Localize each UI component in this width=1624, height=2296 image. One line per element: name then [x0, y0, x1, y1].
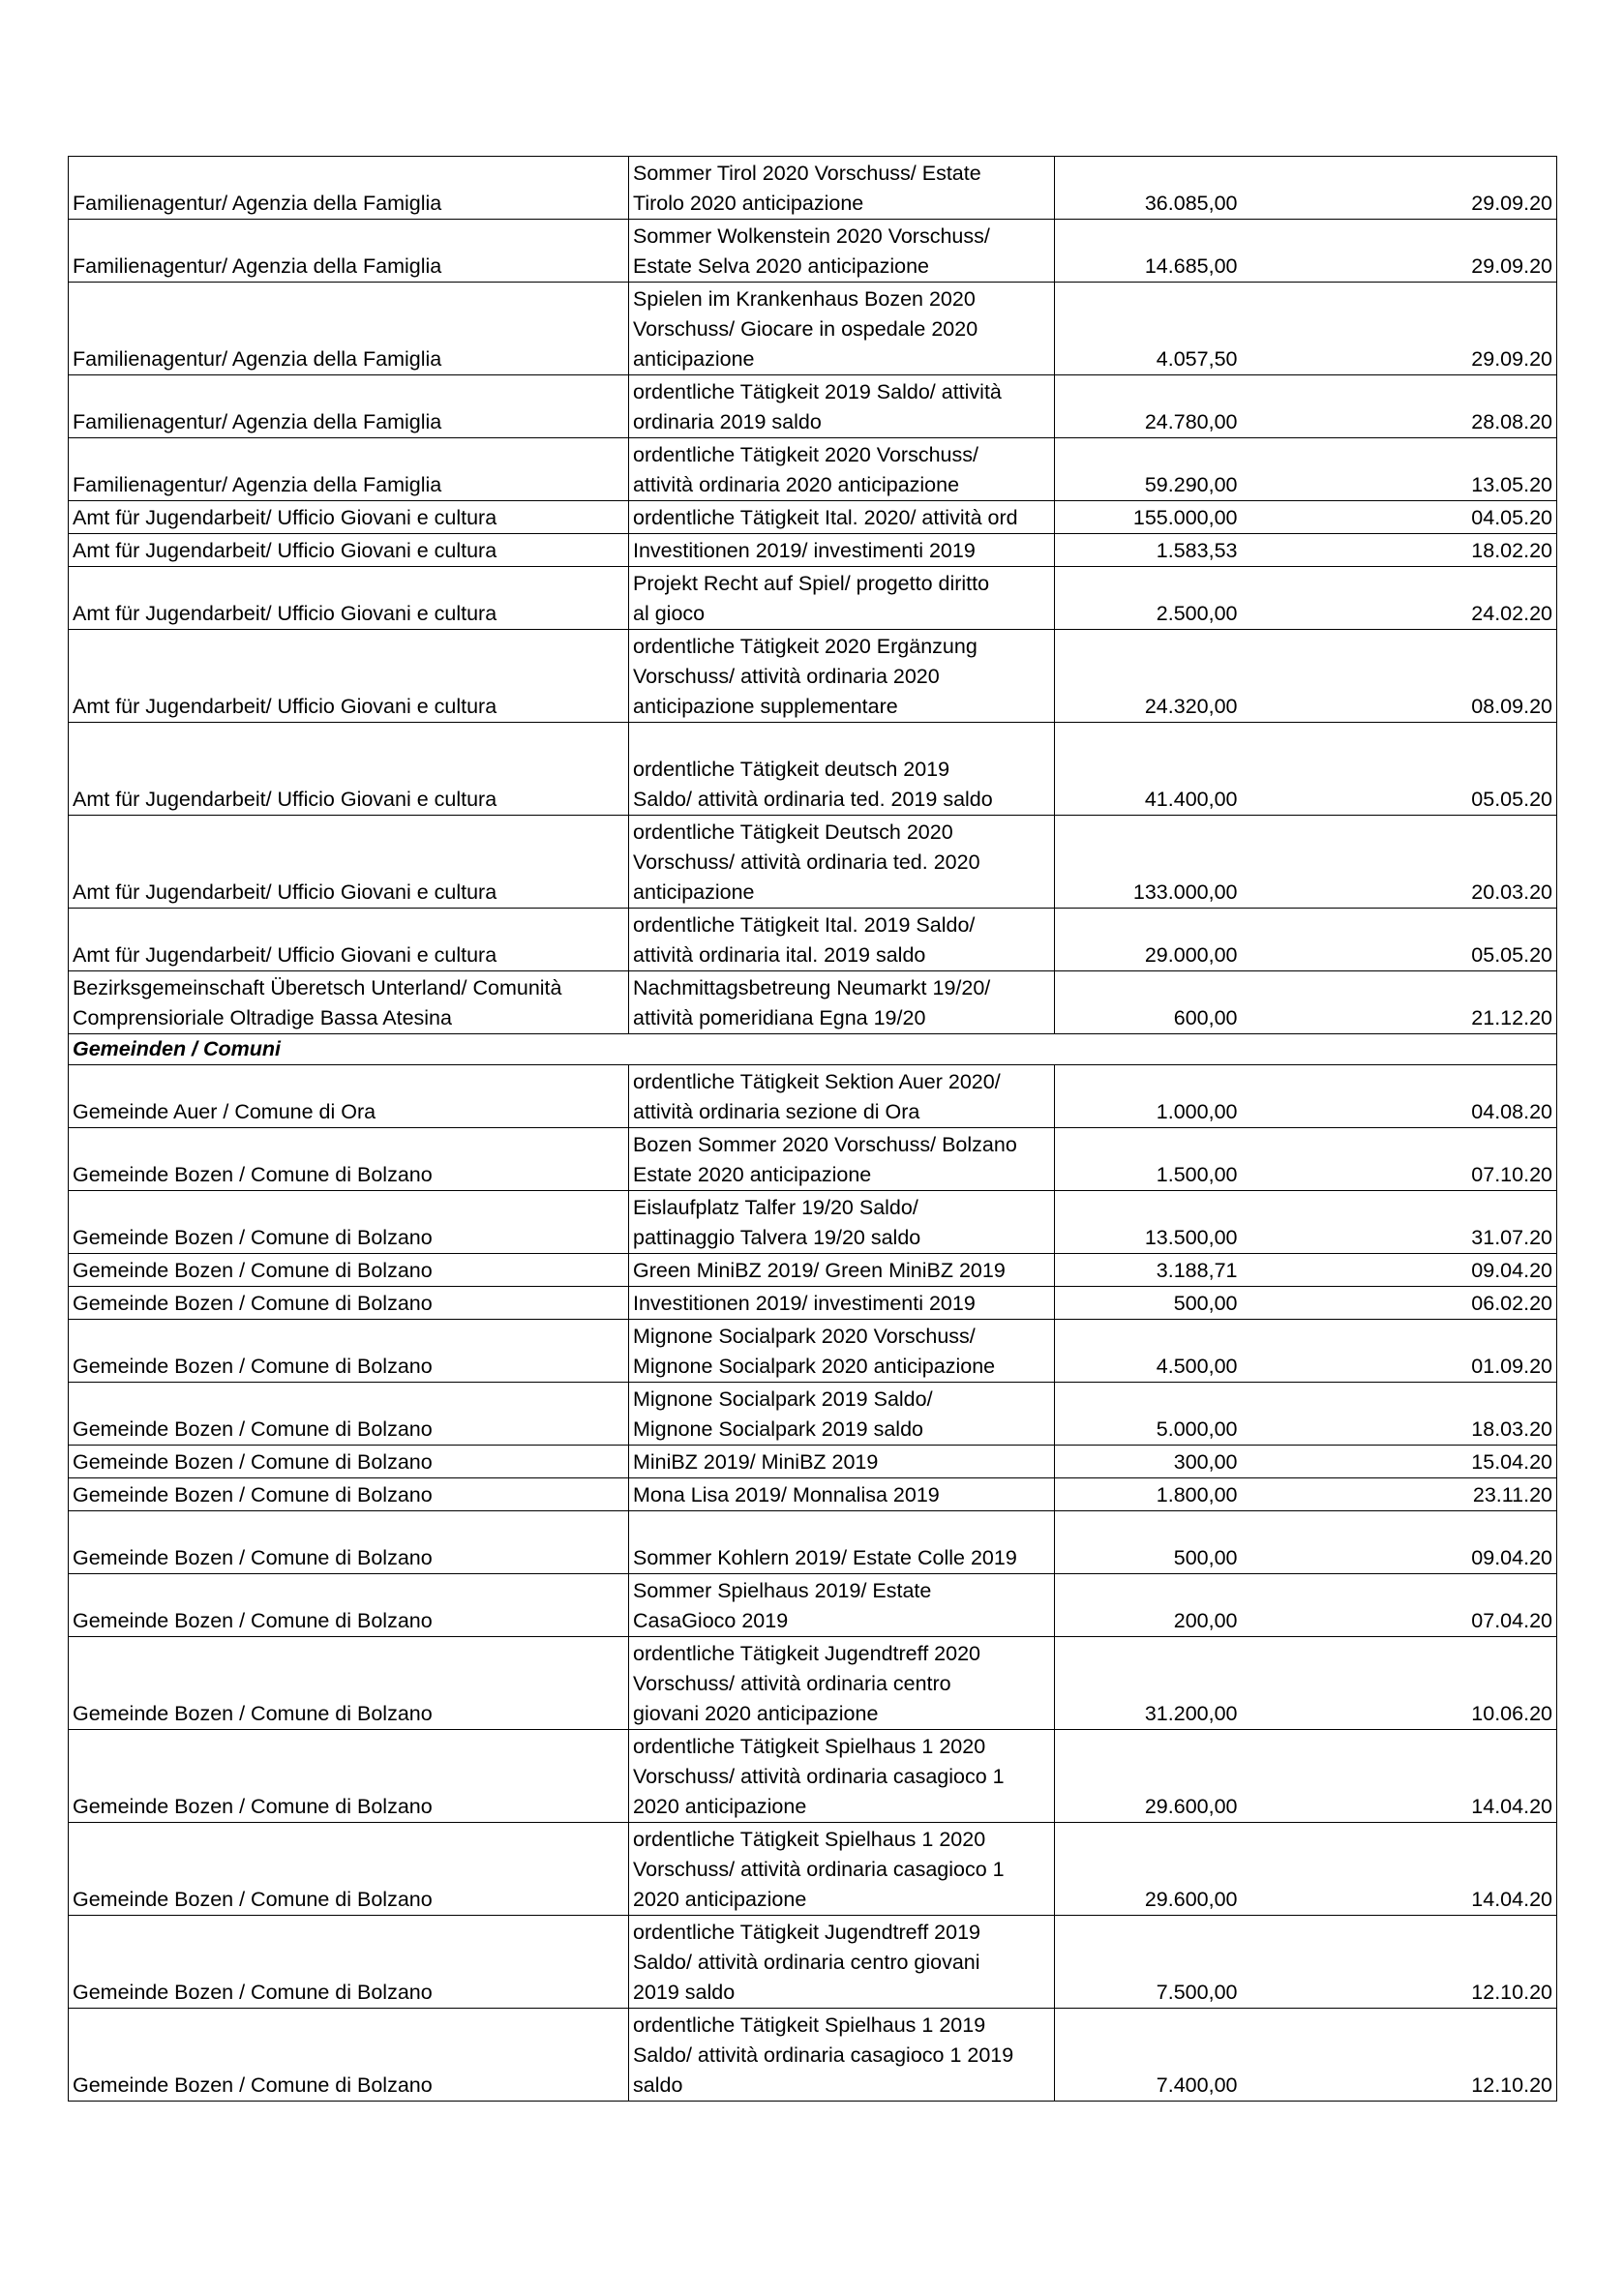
project-cell: ordentliche Tätigkeit Jugendtreff 2020 Vorschuss/ attività ordinaria centro giovani 2020 anticipazione: [629, 1637, 1055, 1730]
table-row: [69, 283, 1557, 375]
recipient-cell: Familienagentur/ Agenzia della Famiglia: [69, 220, 629, 283]
table-row: [69, 1320, 1557, 1383]
date-cell: 04.05.20: [1242, 501, 1557, 534]
project-cell: ordentliche Tätigkeit deutsch 2019 Saldo/ attività ordinaria ted. 2019 saldo: [629, 723, 1055, 816]
recipient-cell: Amt für Jugendarbeit/ Ufficio Giovani e cultura: [69, 501, 629, 534]
recipient-cell: Amt für Jugendarbeit/ Ufficio Giovani e cultura: [69, 567, 629, 630]
project-cell: Projekt Recht auf Spiel/ progetto diritto al gioco: [629, 567, 1055, 630]
date-cell: 29.09.20: [1242, 283, 1557, 375]
date-cell: 04.08.20: [1242, 1065, 1557, 1128]
date-cell: 09.04.20: [1242, 1511, 1557, 1574]
date-cell: 15.04.20: [1242, 1446, 1557, 1478]
amount-cell: 24.320,00: [1055, 630, 1242, 723]
recipient-cell: Gemeinde Bozen / Comune di Bolzano: [69, 1511, 629, 1574]
amount-cell: 31.200,00: [1055, 1637, 1242, 1730]
amount-cell: 1.000,00: [1055, 1065, 1242, 1128]
table-row: [69, 1478, 1557, 1511]
amount-cell: 4.057,50: [1055, 283, 1242, 375]
project-cell: Nachmittagsbetreung Neumarkt 19/20/ attività pomeridiana Egna 19/20: [629, 971, 1055, 1034]
table-row: [69, 567, 1557, 630]
amount-cell: 500,00: [1055, 1511, 1242, 1574]
funding-table: [68, 156, 1557, 2102]
recipient-cell: Gemeinde Bozen / Comune di Bolzano: [69, 2009, 629, 2102]
date-cell: 05.05.20: [1242, 723, 1557, 816]
amount-cell: 5.000,00: [1055, 1383, 1242, 1446]
date-cell: 29.09.20: [1242, 157, 1557, 220]
project-cell: ordentliche Tätigkeit Spielhaus 1 2019 Saldo/ attività ordinaria casagioco 1 2019 saldo: [629, 2009, 1055, 2102]
project-cell: Spielen im Krankenhaus Bozen 2020 Vorschuss/ Giocare in ospedale 2020 anticipazione: [629, 283, 1055, 375]
date-cell: 07.10.20: [1242, 1128, 1557, 1191]
recipient-cell: Amt für Jugendarbeit/ Ufficio Giovani e cultura: [69, 816, 629, 909]
project-cell: ordentliche Tätigkeit Deutsch 2020 Vorschuss/ attività ordinaria ted. 2020 anticipazione: [629, 816, 1055, 909]
amount-cell: 500,00: [1055, 1287, 1242, 1320]
amount-cell: 1.583,53: [1055, 534, 1242, 567]
date-cell: 13.05.20: [1242, 438, 1557, 501]
recipient-cell: Amt für Jugendarbeit/ Ufficio Giovani e cultura: [69, 534, 629, 567]
date-cell: 20.03.20: [1242, 816, 1557, 909]
date-cell: 18.03.20: [1242, 1383, 1557, 1446]
recipient-cell: Gemeinde Auer / Comune di Ora: [69, 1065, 629, 1128]
recipient-cell: Gemeinde Bozen / Comune di Bolzano: [69, 1128, 629, 1191]
section-title: Gemeinden / Comuni: [69, 1034, 1557, 1065]
date-cell: 14.04.20: [1242, 1730, 1557, 1823]
project-cell: ordentliche Tätigkeit Ital. 2019 Saldo/ attività ordinaria ital. 2019 saldo: [629, 909, 1055, 971]
table-row: [69, 1128, 1557, 1191]
date-cell: 29.09.20: [1242, 220, 1557, 283]
recipient-cell: Amt für Jugendarbeit/ Ufficio Giovani e cultura: [69, 630, 629, 723]
table-row: [69, 534, 1557, 567]
table-row: [69, 220, 1557, 283]
amount-cell: 7.500,00: [1055, 1916, 1242, 2009]
amount-cell: 13.500,00: [1055, 1191, 1242, 1254]
date-cell: 31.07.20: [1242, 1191, 1557, 1254]
project-cell: ordentliche Tätigkeit Spielhaus 1 2020 Vorschuss/ attività ordinaria casagioco 1 2020 anticipazione: [629, 1823, 1055, 1916]
project-cell: Bozen Sommer 2020 Vorschuss/ Bolzano Estate 2020 anticipazione: [629, 1128, 1055, 1191]
table-row: [69, 1065, 1557, 1128]
date-cell: 08.09.20: [1242, 630, 1557, 723]
date-cell: 24.02.20: [1242, 567, 1557, 630]
project-cell: Sommer Wolkenstein 2020 Vorschuss/ Estate Selva 2020 anticipazione: [629, 220, 1055, 283]
table-row: [69, 1191, 1557, 1254]
date-cell: 09.04.20: [1242, 1254, 1557, 1287]
amount-cell: 200,00: [1055, 1574, 1242, 1637]
project-cell: Mignone Socialpark 2019 Saldo/ Mignone Socialpark 2019 saldo: [629, 1383, 1055, 1446]
recipient-cell: Gemeinde Bozen / Comune di Bolzano: [69, 1446, 629, 1478]
amount-cell: 133.000,00: [1055, 816, 1242, 909]
amount-cell: 300,00: [1055, 1446, 1242, 1478]
recipient-cell: Gemeinde Bozen / Comune di Bolzano: [69, 1823, 629, 1916]
table-row: [69, 1446, 1557, 1478]
project-cell: Sommer Spielhaus 2019/ Estate CasaGioco 2019: [629, 1574, 1055, 1637]
recipient-cell: Familienagentur/ Agenzia della Famiglia: [69, 438, 629, 501]
date-cell: 18.02.20: [1242, 534, 1557, 567]
recipient-cell: Gemeinde Bozen / Comune di Bolzano: [69, 1730, 629, 1823]
date-cell: 05.05.20: [1242, 909, 1557, 971]
date-cell: 10.06.20: [1242, 1637, 1557, 1730]
table-row: [69, 1383, 1557, 1446]
amount-cell: 41.400,00: [1055, 723, 1242, 816]
amount-cell: 155.000,00: [1055, 501, 1242, 534]
project-cell: Green MiniBZ 2019/ Green MiniBZ 2019: [629, 1254, 1055, 1287]
date-cell: 01.09.20: [1242, 1320, 1557, 1383]
amount-cell: 7.400,00: [1055, 2009, 1242, 2102]
project-cell: Mona Lisa 2019/ Monnalisa 2019: [629, 1478, 1055, 1511]
table-row: [69, 723, 1557, 816]
amount-cell: 36.085,00: [1055, 157, 1242, 220]
table-row: [69, 971, 1557, 1034]
project-cell: ordentliche Tätigkeit Jugendtreff 2019 Saldo/ attività ordinaria centro giovani 2019 saldo: [629, 1916, 1055, 2009]
project-cell: ordentliche Tätigkeit 2020 Vorschuss/ attività ordinaria 2020 anticipazione: [629, 438, 1055, 501]
recipient-cell: Familienagentur/ Agenzia della Famiglia: [69, 283, 629, 375]
recipient-cell: Gemeinde Bozen / Comune di Bolzano: [69, 1254, 629, 1287]
project-cell: ordentliche Tätigkeit 2020 Ergänzung Vorschuss/ attività ordinaria 2020 anticipazione supplementare: [629, 630, 1055, 723]
project-cell: Sommer Tirol 2020 Vorschuss/ Estate Tirolo 2020 anticipazione: [629, 157, 1055, 220]
table-row: [69, 501, 1557, 534]
table-row: [69, 909, 1557, 971]
table-row: [69, 1254, 1557, 1287]
date-cell: 12.10.20: [1242, 2009, 1557, 2102]
project-cell: Mignone Socialpark 2020 Vorschuss/ Mignone Socialpark 2020 anticipazione: [629, 1320, 1055, 1383]
table-row: [69, 1823, 1557, 1916]
table-row: [69, 157, 1557, 220]
amount-cell: 24.780,00: [1055, 375, 1242, 438]
project-cell: MiniBZ 2019/ MiniBZ 2019: [629, 1446, 1055, 1478]
date-cell: 12.10.20: [1242, 1916, 1557, 2009]
project-cell: ordentliche Tätigkeit Ital. 2020/ attività ord: [629, 501, 1055, 534]
recipient-cell: Amt für Jugendarbeit/ Ufficio Giovani e cultura: [69, 723, 629, 816]
project-cell: Investitionen 2019/ investimenti 2019: [629, 534, 1055, 567]
date-cell: 28.08.20: [1242, 375, 1557, 438]
date-cell: 06.02.20: [1242, 1287, 1557, 1320]
recipient-cell: Gemeinde Bozen / Comune di Bolzano: [69, 1191, 629, 1254]
amount-cell: 600,00: [1055, 971, 1242, 1034]
table-row: [69, 1574, 1557, 1637]
date-cell: 14.04.20: [1242, 1823, 1557, 1916]
table-row: [69, 1637, 1557, 1730]
amount-cell: 59.290,00: [1055, 438, 1242, 501]
date-cell: 07.04.20: [1242, 1574, 1557, 1637]
recipient-cell: Gemeinde Bozen / Comune di Bolzano: [69, 1916, 629, 2009]
amount-cell: 29.600,00: [1055, 1730, 1242, 1823]
table-row: [69, 1287, 1557, 1320]
recipient-cell: Gemeinde Bozen / Comune di Bolzano: [69, 1478, 629, 1511]
recipient-cell: Gemeinde Bozen / Comune di Bolzano: [69, 1287, 629, 1320]
amount-cell: 1.500,00: [1055, 1128, 1242, 1191]
table-row: [69, 2009, 1557, 2102]
table-row: [69, 375, 1557, 438]
recipient-cell: Familienagentur/ Agenzia della Famiglia: [69, 375, 629, 438]
amount-cell: 4.500,00: [1055, 1320, 1242, 1383]
recipient-cell: Gemeinde Bozen / Comune di Bolzano: [69, 1320, 629, 1383]
amount-cell: 3.188,71: [1055, 1254, 1242, 1287]
recipient-cell: Familienagentur/ Agenzia della Famiglia: [69, 157, 629, 220]
recipient-cell: Gemeinde Bozen / Comune di Bolzano: [69, 1637, 629, 1730]
amount-cell: 29.000,00: [1055, 909, 1242, 971]
project-cell: Eislaufplatz Talfer 19/20 Saldo/ pattinaggio Talvera 19/20 saldo: [629, 1191, 1055, 1254]
date-cell: 23.11.20: [1242, 1478, 1557, 1511]
project-cell: ordentliche Tätigkeit 2019 Saldo/ attività ordinaria 2019 saldo: [629, 375, 1055, 438]
recipient-cell: Bezirksgemeinschaft Überetsch Unterland/ Comunità Comprensioriale Oltradige Bassa Atesina: [69, 971, 629, 1034]
amount-cell: 2.500,00: [1055, 567, 1242, 630]
project-cell: ordentliche Tätigkeit Sektion Auer 2020/ attività ordinaria sezione di Ora: [629, 1065, 1055, 1128]
table-row: [69, 1511, 1557, 1574]
project-cell: ordentliche Tätigkeit Spielhaus 1 2020 Vorschuss/ attività ordinaria casagioco 1 2020 anticipazione: [629, 1730, 1055, 1823]
amount-cell: 14.685,00: [1055, 220, 1242, 283]
amount-cell: 29.600,00: [1055, 1823, 1242, 1916]
table-row: [69, 630, 1557, 723]
table-row: [69, 1730, 1557, 1823]
table-row: [69, 1916, 1557, 2009]
recipient-cell: Amt für Jugendarbeit/ Ufficio Giovani e cultura: [69, 909, 629, 971]
recipient-cell: Gemeinde Bozen / Comune di Bolzano: [69, 1574, 629, 1637]
recipient-cell: Gemeinde Bozen / Comune di Bolzano: [69, 1383, 629, 1446]
table-row: [69, 438, 1557, 501]
amount-cell: 1.800,00: [1055, 1478, 1242, 1511]
project-cell: Investitionen 2019/ investimenti 2019: [629, 1287, 1055, 1320]
section-header-row: [69, 1034, 1557, 1065]
table-row: [69, 816, 1557, 909]
funding-table-body: [69, 157, 1557, 2102]
date-cell: 21.12.20: [1242, 971, 1557, 1034]
project-cell: Sommer Kohlern 2019/ Estate Colle 2019: [629, 1511, 1055, 1574]
